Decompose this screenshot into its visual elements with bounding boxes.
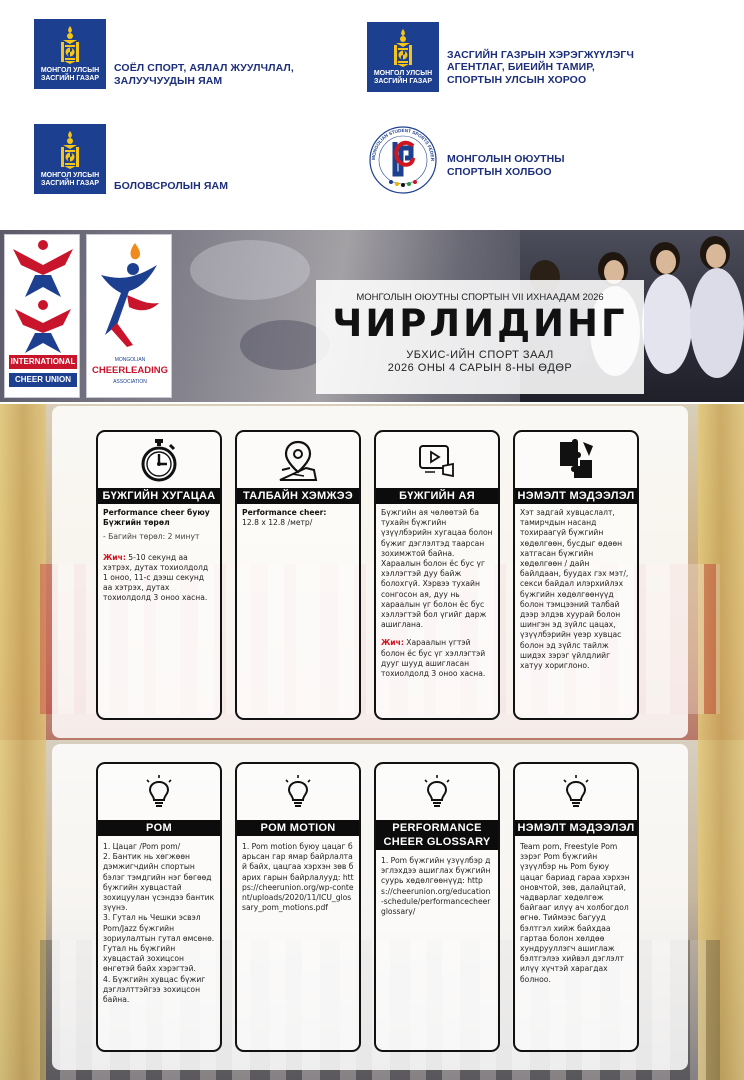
card-line: - Багийн төрөл: 2 минут bbox=[103, 532, 200, 542]
mca-name-line2: CHEERLEADING bbox=[91, 365, 168, 376]
card-body-text: 1. Pom motion буюу цацаг барьсан гар ямар байрлалтай байх, цацгаа хэрхэн зөв барих гарын байрлалууд: https://cheerunion.org/wp-content/uploads/2020/11/ICU_glossary_pom_motions.pdf bbox=[242, 842, 354, 913]
pom-list-item: 4. Бүжгийн хувцас бүжиг дэглэлттэйгээ зохицсон байна. bbox=[103, 974, 206, 1005]
event-subtitle: МОНГОЛЫН ОЮУТНЫ СПОРТЫН VII ИХНААДАМ 2026 bbox=[356, 292, 604, 303]
pom-list-item: 1. Цацаг /Pom pom/ bbox=[103, 842, 181, 851]
government-emblem bbox=[34, 19, 106, 89]
emblem-caption: МОНГОЛ УЛСЫН ЗАСГИЙН ГАЗАР bbox=[40, 172, 100, 187]
card-music bbox=[374, 430, 500, 720]
card-note: 5-10 секунд аа хэтрэх, дутах тохиолдолд 1 оноо, 11-с дээш секунд аа хэтрэх, дутах тохиолдолд 3 оноо хасна. bbox=[103, 552, 209, 603]
card-title: POM MOTION bbox=[237, 820, 359, 836]
org-name: ЗАСГИЙН ГАЗРЫН ХЭРЭГЖҮҮЛЭГЧ АГЕНТЛАГ, БИЕИЙН ТАМИР, СПОРТЫН УЛСЫН ХОРОО bbox=[447, 48, 634, 86]
card-title: POM bbox=[98, 820, 220, 836]
org-name: БОЛОВСРОЛЫН ЯАМ bbox=[114, 179, 229, 192]
pom-list-item: Гутал нь бүжгийн хувцастай зохицсон өнгөтэй байх хэрэгтэй. bbox=[103, 944, 196, 974]
card-body-text: 1. Pom бүжгийн үзүүлбэр дэглэхдээ ашиглах бүжгийн суурь хөдөлгөөнүүд: https://cheerunion.org/education-schedule/performancecheerglossary/ bbox=[381, 856, 491, 917]
card-lead: Performance cheer буюу Бүжгийн төрөл bbox=[103, 508, 210, 528]
note-label: Жич: bbox=[103, 552, 126, 562]
card-additional-info bbox=[513, 430, 639, 720]
card-pom bbox=[96, 762, 222, 1052]
mca-name-line3: ASSOCIATION bbox=[113, 379, 147, 385]
org-student-sports-federation bbox=[367, 124, 587, 196]
event-info-box bbox=[316, 280, 644, 394]
card-body-text: Бүжгийн ая чөлөөтэй ба тухайн бүжгийн үзүүлбэрийн хугацаа болон бүжиг дэглэлтэд таарсан зохимжтой байна. Хараалын болон ёс бус үг хэллэгтэй дуу байж болохгүй. Хэрвээ тухайн сонгосон ая, дуу нь хараалын үг болон ёс бус хэллэгтэй бол үгийг дарж ашиглана. bbox=[381, 508, 493, 630]
card-title: БҮЖГИЙН АЯ bbox=[376, 488, 498, 504]
map-pin-icon bbox=[278, 438, 318, 482]
emblem-caption: МОНГОЛ УЛСЫН ЗАСГИЙН ГАЗАР bbox=[40, 67, 100, 82]
card-dance-duration bbox=[96, 430, 222, 720]
government-emblem bbox=[367, 22, 439, 92]
soyombo-icon bbox=[392, 28, 414, 68]
event-date: 2026 ОНЫ 4 САРЫН 8-НЫ ӨДӨР bbox=[387, 362, 573, 374]
card-pom-additional-info bbox=[513, 762, 639, 1052]
cheer-dancer-icon bbox=[87, 235, 173, 355]
rules-section bbox=[0, 404, 744, 740]
card-pom-motion bbox=[235, 762, 361, 1052]
card-body-text: Хэт задгай хувцаслалт, тамирчдын насанд тохираагүй бүжгийн хөдөлгөөн, бусдыг өдөөн хатгасан бүжгийн хөдөлгөөн / дайн байлдаан, буудах гэх мэт/, секси байдал илэрхийлэх бүжгийн хөдөлгөөнүүд болон тэмцээний талбай дээр элдэв хуурай болон шингэн эд зүйлс цацах, үзүүлбэрийн үеэр хувцас болон эд зүйлс тайлж шидэх зэрэг үйлдлийг хатуу хориглоно. bbox=[520, 508, 629, 671]
event-venue: УБХИС-ИЙН СПОРТ ЗААЛ bbox=[406, 349, 554, 361]
government-emblem bbox=[34, 124, 106, 194]
emblem-caption: МОНГОЛ УЛСЫН ЗАСГИЙН ГАЗАР bbox=[373, 70, 433, 85]
lightbulb-icon bbox=[283, 774, 313, 810]
card-title: НЭМЭЛТ МЭДЭЭЛЭЛ bbox=[515, 820, 637, 836]
org-sports-committee bbox=[367, 22, 647, 92]
puzzle-icon bbox=[556, 438, 596, 482]
org-name: СОЁЛ СПОРТ, АЯЛАЛ ЖУУЛЧЛАЛ, ЗАЛУУЧУУДЫН ЯАМ bbox=[114, 62, 294, 87]
card-title: БҮЖГИЙН ХУГАЦАА bbox=[98, 488, 220, 504]
card-title: PERFORMANCE CHEER GLOSSARY bbox=[376, 820, 498, 850]
event-title: ЧИРЛИДИНГ bbox=[332, 302, 628, 345]
mongolian-cheerleading-association-logo bbox=[86, 234, 172, 398]
pom-list-item: 2. Бантик нь хөгжөөн дэмжигчдийн спортын бэлэг тэмдгийн нэг бөгөөд бүжгийн хувцастай зохицуулан үсэндээ бантик зүүнэ. bbox=[103, 852, 215, 913]
pom-list-item: 3. Гутал нь Чешки эсвэл Pom/Jazz бүжгийн зориулалтын гутал өмсөнө. bbox=[103, 913, 215, 943]
org-ministry-education bbox=[34, 124, 274, 194]
note-label: Жич: bbox=[381, 638, 404, 648]
card-body-text: Team pom, Freestyle Pom зэрэг Pom бүжгийн үзүүлбэр нь Pom буюу цацаг бариад гараа хэрхэн оновчтой, зөв, далайцтай, чадварлаг хөдөлгөж байгааг илүү ач холбогдол өгнө. Тиймээс багууд бэлтгэл хийж байхдаа гартаа болон хөлдөө хундрууллэгч ашиглаж бэлтгэлээ хийвэл дэглэлт илүү хүчтэй харагдах болноо. bbox=[520, 842, 630, 984]
card-title: ТАЛБАЙН ХЭМЖЭЭ bbox=[237, 488, 359, 504]
card-field-size bbox=[235, 430, 361, 720]
international-cheer-union-logo bbox=[4, 234, 80, 398]
icu-name-line2: CHEER UNION bbox=[9, 373, 77, 387]
card-line: 12.8 x 12.8 /метр/ bbox=[242, 518, 313, 528]
lightbulb-icon bbox=[144, 774, 174, 810]
student-sports-federation-logo bbox=[367, 124, 439, 196]
federation-ring-text: MONGOLIAN STUDENT SPORTS FEDER bbox=[370, 127, 436, 162]
org-ministry-culture bbox=[34, 19, 304, 89]
org-name: МОНГОЛЫН ОЮУТНЫ СПОРТЫН ХОЛБОО bbox=[447, 153, 565, 178]
card-title: НЭМЭЛТ МЭДЭЭЛЭЛ bbox=[515, 488, 637, 504]
lightbulb-icon bbox=[422, 774, 452, 810]
lightbulb-icon bbox=[561, 774, 591, 810]
card-lead: Performance cheer: bbox=[242, 508, 327, 517]
stopwatch-icon bbox=[139, 438, 179, 482]
soyombo-icon bbox=[59, 130, 81, 170]
pom-section bbox=[0, 740, 744, 1080]
icu-name-line1: INTERNATIONAL bbox=[9, 355, 77, 369]
mca-name-line1: MONGOLIAN bbox=[114, 357, 146, 363]
card-performance-glossary bbox=[374, 762, 500, 1052]
video-play-icon bbox=[417, 440, 457, 480]
soyombo-icon bbox=[59, 25, 81, 65]
card-note: Хараалын үгтэй болон ёс бус үг хэллэгтэй дууг шууд ашигласан тохиолдолд 3 оноо хасна. bbox=[381, 638, 486, 679]
cheerleader-figure-icon bbox=[5, 235, 81, 355]
